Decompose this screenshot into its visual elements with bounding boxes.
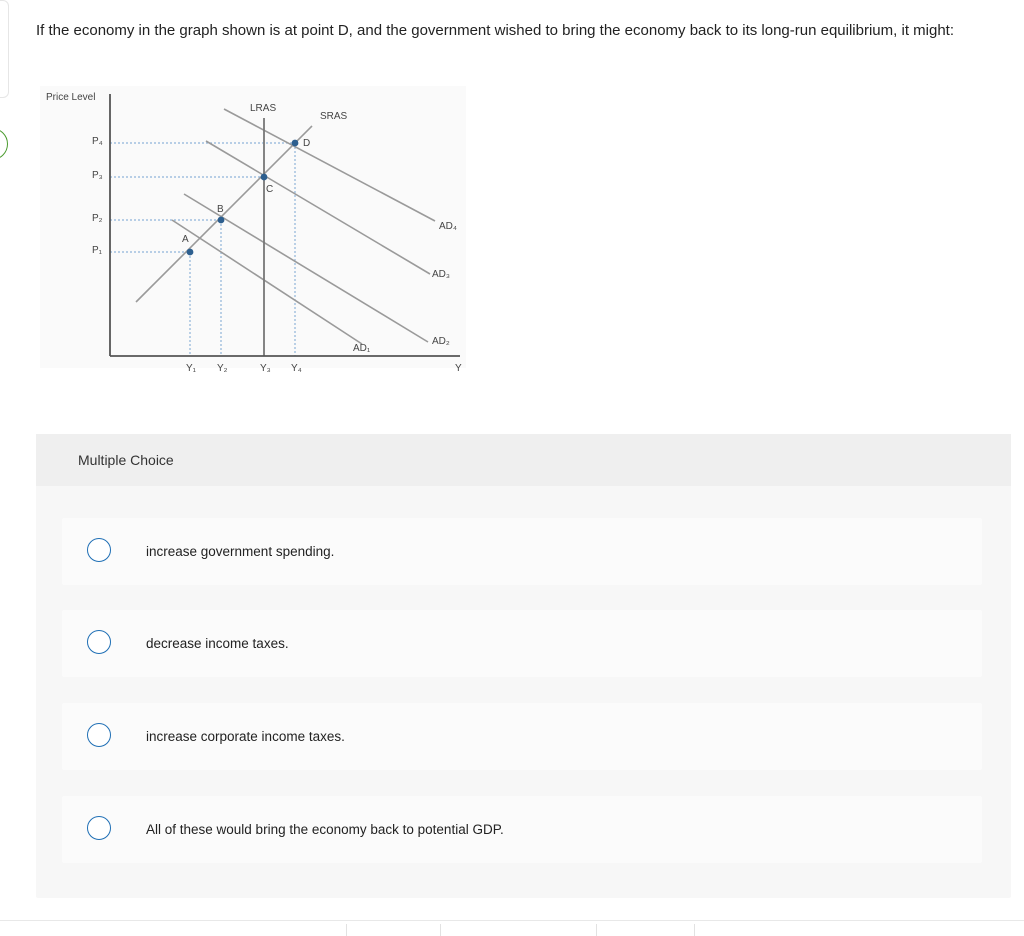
point-d-label: D — [303, 138, 311, 149]
choice-label: decrease income taxes. — [146, 636, 289, 651]
footer-tick — [596, 924, 597, 936]
price-tick-p3: P₃ — [92, 170, 103, 181]
output-tick-y4: Y₄ — [291, 363, 302, 374]
lras-label: LRAS — [250, 103, 277, 114]
point-c-label: C — [266, 184, 274, 195]
economics-graph — [36, 84, 476, 384]
ad2-label: AD₂ — [432, 336, 450, 347]
point-a-marker — [187, 249, 194, 256]
point-b-marker — [218, 217, 225, 224]
choice-option-4[interactable] — [62, 796, 982, 863]
footer-tick — [440, 924, 441, 936]
ad4-label: AD₄ — [439, 221, 457, 232]
point-d-marker — [292, 140, 299, 147]
choice-option-1[interactable] — [62, 518, 982, 585]
choice-option-2[interactable] — [62, 610, 982, 677]
radio-circle-icon[interactable] — [87, 816, 111, 840]
point-c-marker — [261, 174, 268, 181]
price-tick-p4: P₄ — [92, 136, 103, 147]
ad1-label: AD₁ — [353, 343, 371, 354]
radio-circle-icon[interactable] — [87, 538, 111, 562]
footer-tick — [694, 924, 695, 936]
point-b-label: B — [217, 204, 224, 215]
output-tick-y3: Y₃ — [260, 363, 271, 374]
choice-label: increase government spending. — [146, 544, 335, 559]
output-tick-y1: Y₁ — [186, 363, 197, 374]
y-axis-label: Price Level — [46, 92, 96, 103]
output-tick-y2: Y₂ — [217, 363, 228, 374]
question-status-indicator — [0, 128, 8, 160]
multiple-choice-header — [36, 434, 1011, 486]
radio-circle-icon[interactable] — [87, 630, 111, 654]
footer-divider — [0, 920, 1024, 921]
radio-circle-icon[interactable] — [87, 723, 111, 747]
multiple-choice-title: Multiple Choice — [78, 452, 174, 468]
choice-option-3[interactable] — [62, 703, 982, 770]
left-rail-panel — [0, 0, 9, 98]
choice-label: All of these would bring the economy back to potential GDP. — [146, 822, 504, 837]
choice-label: increase corporate income taxes. — [146, 729, 345, 744]
price-tick-p2: P₂ — [92, 213, 103, 224]
multiple-choice-panel — [36, 434, 1011, 898]
footer-tick — [346, 924, 347, 936]
ad3-label: AD₃ — [432, 269, 450, 280]
price-tick-p1: P₁ — [92, 245, 103, 256]
question-text: If the economy in the graph shown is at point D, and the government wished to bring the economy back to its long-run equilibrium, it might: — [36, 22, 954, 39]
x-axis-label: Y — [455, 363, 462, 374]
point-a-label: A — [182, 234, 189, 245]
sras-label: SRAS — [320, 111, 348, 122]
